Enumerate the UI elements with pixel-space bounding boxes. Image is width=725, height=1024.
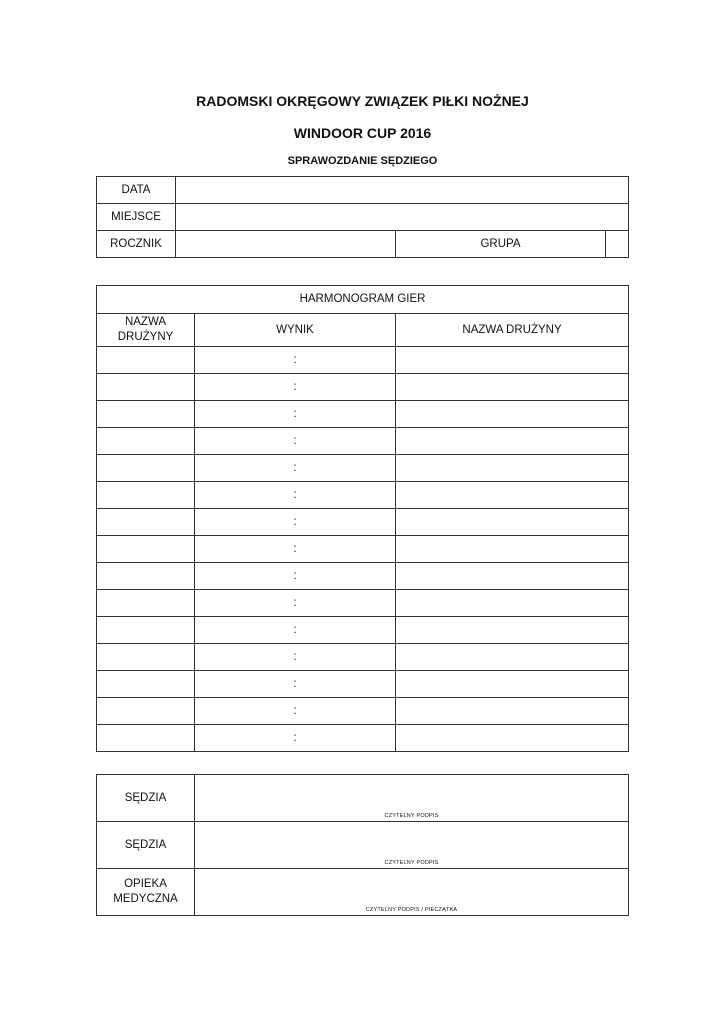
signature-field[interactable]	[195, 869, 629, 916]
signature-row	[97, 869, 629, 916]
column-header-score: WYNIK	[195, 314, 396, 347]
signature-table	[96, 774, 629, 916]
place-label: MIEJSCE	[97, 204, 176, 231]
team-a-field[interactable]	[97, 617, 195, 644]
form-title: SPRAWOZDANIE SĘDZIEGO	[287, 155, 438, 167]
place-field[interactable]	[176, 204, 629, 231]
signature-row	[97, 822, 629, 869]
team-a-field[interactable]	[97, 698, 195, 725]
game-row	[97, 644, 629, 671]
team-b-field[interactable]	[396, 563, 629, 590]
game-row	[97, 374, 629, 401]
score-field[interactable]: :	[195, 617, 396, 644]
signature-hint: CZYTELNY PODPIS	[384, 860, 439, 866]
team-b-field[interactable]	[396, 536, 629, 563]
signature-field[interactable]	[195, 775, 629, 822]
game-rows	[97, 347, 629, 752]
game-row	[97, 509, 629, 536]
year-field[interactable]	[176, 231, 396, 258]
date-field[interactable]	[176, 177, 629, 204]
team-a-field[interactable]	[97, 401, 195, 428]
column-header-team-b: NAZWA DRUŻYNY	[396, 314, 629, 347]
place-row	[97, 204, 629, 231]
team-a-field[interactable]	[97, 590, 195, 617]
score-field[interactable]: :	[195, 509, 396, 536]
team-b-field[interactable]	[396, 698, 629, 725]
team-a-field[interactable]	[97, 509, 195, 536]
team-b-field[interactable]	[396, 725, 629, 752]
match-info-table	[96, 176, 629, 258]
game-row	[97, 482, 629, 509]
team-b-field[interactable]	[396, 590, 629, 617]
team-a-field[interactable]	[97, 482, 195, 509]
game-row	[97, 428, 629, 455]
score-field[interactable]: :	[195, 590, 396, 617]
team-b-field[interactable]	[396, 509, 629, 536]
team-a-field[interactable]	[97, 644, 195, 671]
game-row	[97, 725, 629, 752]
score-field[interactable]: :	[195, 347, 396, 374]
group-field[interactable]	[606, 231, 629, 258]
schedule-title: HARMONOGRAM GIER	[97, 286, 629, 314]
team-a-field[interactable]	[97, 536, 195, 563]
signature-row	[97, 775, 629, 822]
game-row	[97, 563, 629, 590]
year-label: ROCZNIK	[97, 231, 176, 258]
team-b-field[interactable]	[396, 347, 629, 374]
team-b-field[interactable]	[396, 374, 629, 401]
game-row	[97, 401, 629, 428]
game-row	[97, 671, 629, 698]
team-a-field[interactable]	[97, 347, 195, 374]
score-field[interactable]: :	[195, 428, 396, 455]
score-field[interactable]: :	[195, 482, 396, 509]
score-field[interactable]: :	[195, 536, 396, 563]
signature-role-label: SĘDZIA	[97, 775, 195, 822]
game-row	[97, 590, 629, 617]
date-row	[97, 177, 629, 204]
signature-role-label: OPIEKA MEDYCZNA	[97, 869, 195, 916]
column-header-team-a: NAZWA DRUŻYNY	[97, 314, 195, 347]
organization-title: RADOMSKI OKRĘGOWY ZWIĄZEK PIŁKI NOŻNEJ	[196, 93, 529, 109]
event-title: WINDOOR CUP 2016	[293, 125, 432, 141]
score-field[interactable]: :	[195, 374, 396, 401]
team-a-field[interactable]	[97, 455, 195, 482]
team-a-field[interactable]	[97, 374, 195, 401]
score-field[interactable]: :	[195, 725, 396, 752]
date-label: DATA	[97, 177, 176, 204]
team-b-field[interactable]	[396, 428, 629, 455]
game-schedule-table	[96, 285, 629, 752]
signature-hint: CZYTELNY PODPIS	[384, 813, 439, 819]
team-b-field[interactable]	[396, 482, 629, 509]
score-field[interactable]: :	[195, 644, 396, 671]
score-field[interactable]: :	[195, 698, 396, 725]
score-field[interactable]: :	[195, 563, 396, 590]
game-row	[97, 698, 629, 725]
team-b-field[interactable]	[396, 644, 629, 671]
signature-hint: CZYTELNY PODPIS / PIECZĄTKA	[365, 907, 458, 913]
team-b-field[interactable]	[396, 401, 629, 428]
team-a-field[interactable]	[97, 725, 195, 752]
signature-field[interactable]	[195, 822, 629, 869]
signature-role-label: SĘDZIA	[97, 822, 195, 869]
game-row	[97, 617, 629, 644]
team-a-field[interactable]	[97, 671, 195, 698]
team-b-field[interactable]	[396, 617, 629, 644]
group-label: GRUPA	[396, 231, 606, 258]
team-b-field[interactable]	[396, 455, 629, 482]
signature-rows	[97, 775, 629, 916]
team-a-field[interactable]	[97, 428, 195, 455]
year-group-row	[97, 231, 629, 258]
score-field[interactable]: :	[195, 401, 396, 428]
team-a-field[interactable]	[97, 563, 195, 590]
game-row	[97, 347, 629, 374]
team-b-field[interactable]	[396, 671, 629, 698]
game-row	[97, 455, 629, 482]
score-field[interactable]: :	[195, 671, 396, 698]
score-field[interactable]: :	[195, 455, 396, 482]
schedule-title-row	[97, 286, 629, 314]
game-row	[97, 536, 629, 563]
schedule-header-row	[97, 314, 629, 347]
